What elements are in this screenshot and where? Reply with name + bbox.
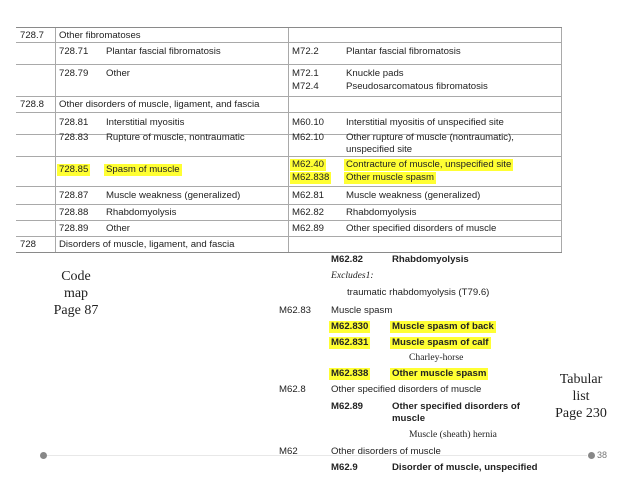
tabular-title-continued: muscle bbox=[392, 413, 426, 424]
icd9-code: 728.79 bbox=[59, 68, 89, 79]
icd10-description-continued: unspecified site bbox=[346, 144, 413, 155]
tabular-title-highlighted: Other muscle spasm bbox=[392, 368, 487, 379]
icd9-code: 728.87 bbox=[59, 190, 89, 201]
icd9-description: Rupture of muscle, nontraumatic bbox=[106, 132, 245, 143]
icd9-description: Interstitial myositis bbox=[106, 117, 185, 128]
icd10-description-highlighted: Other muscle spasm bbox=[346, 172, 434, 183]
tabular-code-highlighted: M62.838 bbox=[331, 368, 369, 379]
icd9-description: Other bbox=[106, 68, 130, 79]
tabular-title: Disorder of muscle, unspecified bbox=[392, 462, 538, 473]
caption-line: Page 87 bbox=[53, 303, 99, 318]
tabular-code: M62 bbox=[279, 446, 298, 457]
icd10-description: Plantar fascial fibromatosis bbox=[346, 46, 461, 57]
icd10-code: M72.1 bbox=[292, 68, 319, 79]
icd9-description: Other bbox=[106, 223, 130, 234]
icd9-code: 728.83 bbox=[59, 132, 89, 143]
column-divider bbox=[288, 28, 289, 252]
caption-line: Tabular bbox=[559, 372, 603, 387]
caption-line: Code bbox=[61, 269, 91, 284]
icd9-description: Rhabdomyolysis bbox=[106, 207, 177, 218]
inclusion-term: Muscle (sheath) hernia bbox=[409, 429, 497, 440]
tabular-title: Other disorders of muscle bbox=[331, 446, 441, 457]
footer-divider bbox=[47, 455, 587, 456]
caption-line: map bbox=[63, 286, 89, 301]
code-map-table bbox=[16, 27, 562, 253]
icd9-code: 728.89 bbox=[59, 223, 89, 234]
icd10-code: M72.4 bbox=[292, 81, 319, 92]
tabular-title: Rhabdomyolysis bbox=[392, 254, 469, 265]
tabular-code: M62.8 bbox=[279, 384, 306, 395]
tabular-code: M62.82 bbox=[331, 254, 363, 265]
icd9-description: Plantar fascial fibromatosis bbox=[106, 46, 221, 57]
icd9-code: 728.81 bbox=[59, 117, 89, 128]
tabular-title-highlighted: Muscle spasm of back bbox=[392, 321, 494, 332]
icd10-description: Pseudosarcomatous fibromatosis bbox=[346, 81, 488, 92]
excludes-text: traumatic rhabdomyolysis (T79.6) bbox=[347, 287, 490, 298]
icd9-code: 728.7 bbox=[20, 30, 45, 41]
icd10-code-highlighted: M62.40 bbox=[292, 159, 324, 170]
icd10-description: Muscle weakness (generalized) bbox=[346, 190, 481, 201]
tabular-code: M62.9 bbox=[331, 462, 358, 473]
tabular-list-caption bbox=[538, 371, 624, 422]
icd10-description: Other rupture of muscle (nontraumatic), bbox=[346, 132, 514, 143]
tabular-code-highlighted: M62.831 bbox=[331, 337, 369, 348]
icd9-code: 728.71 bbox=[59, 46, 89, 57]
icd10-code: M62.82 bbox=[292, 207, 324, 218]
excludes-label: Excludes1: bbox=[331, 270, 374, 281]
icd10-code: M62.89 bbox=[292, 223, 324, 234]
icd10-code-highlighted: M62.838 bbox=[292, 172, 330, 183]
tabular-title: Other specified disorders of muscle bbox=[331, 384, 482, 395]
tabular-code-highlighted: M62.830 bbox=[331, 321, 369, 332]
bullet-dot-icon bbox=[40, 452, 47, 459]
tabular-code: M62.89 bbox=[331, 401, 363, 412]
icd10-description-highlighted: Contracture of muscle, unspecified site bbox=[346, 159, 512, 170]
icd9-code: 728.88 bbox=[59, 207, 89, 218]
tabular-title-highlighted: Muscle spasm of calf bbox=[392, 337, 489, 348]
icd9-description-highlighted: Spasm of muscle bbox=[106, 164, 180, 175]
icd10-code: M62.10 bbox=[292, 132, 324, 143]
inclusion-term: Charley-horse bbox=[409, 352, 464, 363]
page-number: 38 bbox=[597, 450, 608, 460]
icd9-description: Muscle weakness (generalized) bbox=[106, 190, 241, 201]
caption-line: list bbox=[572, 389, 590, 404]
caption-line: Page 230 bbox=[555, 406, 607, 421]
icd9-description: Disorders of muscle, ligament, and fascia bbox=[59, 239, 235, 250]
icd10-code: M60.10 bbox=[292, 117, 324, 128]
icd10-description: Other specified disorders of muscle bbox=[346, 223, 497, 234]
icd9-description: Other fibromatoses bbox=[59, 30, 141, 41]
code-map-caption bbox=[36, 268, 116, 319]
icd9-description: Other disorders of muscle, ligament, and fascia bbox=[59, 99, 260, 110]
icd10-code: M62.81 bbox=[292, 190, 324, 201]
bullet-dot-icon bbox=[588, 452, 595, 459]
icd9-code: 728 bbox=[20, 239, 37, 250]
tabular-title: Muscle spasm bbox=[331, 305, 393, 316]
icd10-description: Interstitial myositis of unspecified site bbox=[346, 117, 504, 128]
tabular-title: Other specified disorders of bbox=[392, 401, 520, 412]
icd9-code: 728.8 bbox=[20, 99, 45, 110]
icd10-description: Rhabdomyolysis bbox=[346, 207, 417, 218]
column-divider bbox=[561, 28, 562, 252]
icd10-code: M72.2 bbox=[292, 46, 319, 57]
icd10-description: Knuckle pads bbox=[346, 68, 404, 79]
column-divider bbox=[55, 28, 56, 252]
tabular-code: M62.83 bbox=[279, 305, 311, 316]
icd9-code-highlighted: 728.85 bbox=[59, 164, 89, 175]
